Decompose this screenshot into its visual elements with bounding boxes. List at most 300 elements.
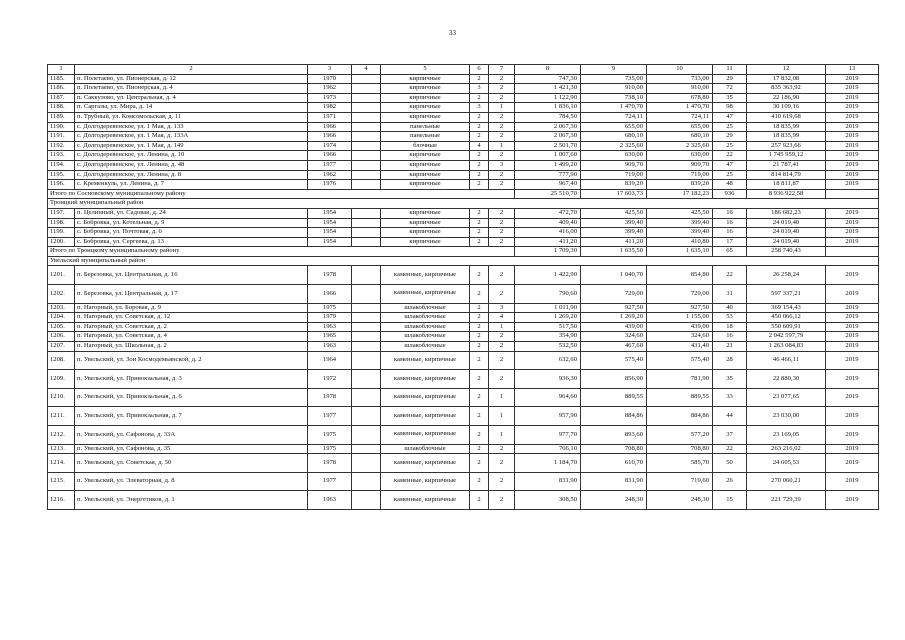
table-cell: 40: [713, 303, 747, 313]
table-cell: 1974: [308, 141, 352, 151]
table-cell: 257 923,66: [747, 141, 826, 151]
table-cell: 2: [470, 444, 489, 454]
table-cell: 1197.: [48, 208, 75, 218]
table-cell: 2: [489, 122, 515, 132]
table-cell: [826, 189, 879, 199]
table-cell: 1978: [308, 266, 352, 285]
table-cell: 258 740,43: [747, 247, 826, 257]
table-cell: [352, 132, 381, 142]
table-cell: 46 466,11: [747, 351, 826, 370]
table-cell: 2: [470, 332, 489, 342]
table-cell: 2019: [826, 322, 879, 332]
table-cell: 839,20: [581, 180, 647, 190]
table-cell: 24 019,40: [747, 237, 826, 247]
table-cell: 23 077,65: [747, 388, 826, 407]
table-cell: 2: [470, 170, 489, 180]
table-cell: 24 605,53: [747, 454, 826, 473]
table-row: [48, 454, 879, 473]
table-cell: 2019: [826, 84, 879, 94]
table-cell: 2: [489, 266, 515, 285]
table-cell: 15: [713, 491, 747, 510]
table-cell: кирпичные: [381, 170, 470, 180]
table-cell: 22: [713, 444, 747, 454]
table-cell: 719,00: [581, 170, 647, 180]
table-row: [48, 370, 879, 389]
table-cell: 2019: [826, 74, 879, 84]
table-cell: 1: [489, 103, 515, 113]
table-cell: 53: [713, 313, 747, 323]
table-row: [48, 342, 879, 352]
table-cell: п. Увельский, ул. Элеваторная, д. 8: [75, 472, 308, 491]
table-cell: 16: [713, 208, 747, 218]
table-row: [48, 266, 879, 285]
table-cell: 8: [515, 65, 581, 75]
table-cell: 1213.: [48, 444, 75, 454]
table-cell: 4: [489, 313, 515, 323]
table-cell: 1207.: [48, 342, 75, 352]
table-cell: п. Трубный, ул. Комсомольская, д. 11: [75, 112, 308, 122]
table-cell: 2: [489, 180, 515, 190]
table-cell: 2: [470, 351, 489, 370]
table-cell: 25: [713, 170, 747, 180]
table-cell: п. Березовка, ул. Центральная, д. 17: [75, 285, 308, 304]
table-row: [48, 472, 879, 491]
table-cell: 2: [470, 132, 489, 142]
table-row: [48, 351, 879, 370]
table-cell: 2019: [826, 103, 879, 113]
table-cell: [352, 285, 381, 304]
table-row: [48, 84, 879, 94]
table-cell: 927,50: [581, 303, 647, 313]
table-cell: 2019: [826, 218, 879, 228]
table-cell: 1201.: [48, 266, 75, 285]
table-cell: 1 011,90: [515, 303, 581, 313]
table-cell: 2: [470, 218, 489, 228]
table-cell: 1962: [308, 84, 352, 94]
table-cell: 1962: [308, 170, 352, 180]
table-cell: 790,60: [515, 285, 581, 304]
table-cell: 2: [470, 122, 489, 132]
table-cell: 23 030,00: [747, 407, 826, 426]
table-cell: 2: [489, 93, 515, 103]
table-cell: 1: [489, 322, 515, 332]
table-cell: [352, 103, 381, 113]
table-cell: каменные, кирпичные: [381, 407, 470, 426]
table-cell: [352, 266, 381, 285]
table-cell: 1216.: [48, 491, 75, 510]
table-cell: 1211.: [48, 407, 75, 426]
table-cell: 735,00: [581, 74, 647, 84]
table-cell: [352, 141, 381, 151]
table-row: [48, 303, 879, 313]
table-cell: 4: [470, 141, 489, 151]
table-cell: 1 122,90: [515, 93, 581, 103]
table-cell: 1963: [308, 322, 352, 332]
table-cell: 2: [470, 313, 489, 323]
subtotal-row: [48, 189, 879, 199]
table-cell: 2019: [826, 170, 879, 180]
table-cell: 17 182,23: [647, 189, 713, 199]
table-cell: 2: [489, 454, 515, 473]
table-cell: 324,60: [581, 332, 647, 342]
table-cell: 3: [470, 84, 489, 94]
table-cell: 2: [470, 151, 489, 161]
table-cell: 50: [713, 454, 747, 473]
table-cell: 550 609,91: [747, 322, 826, 332]
section-heading-row: [48, 199, 879, 209]
table-row: [48, 218, 879, 228]
table-cell: 2: [489, 332, 515, 342]
table-cell: 708,80: [647, 444, 713, 454]
table-cell: 1191.: [48, 132, 75, 142]
table-cell: 450 066,12: [747, 313, 826, 323]
table-cell: 29: [713, 74, 747, 84]
table-cell: 936,30: [515, 370, 581, 389]
table-cell: с. Кременкуль, ул. Ленина, д. 7: [75, 180, 308, 190]
table-cell: 47: [713, 112, 747, 122]
table-cell: шлакоблочные: [381, 322, 470, 332]
table-cell: 610,70: [581, 454, 647, 473]
table-cell: 2: [470, 93, 489, 103]
table-row: [48, 74, 879, 84]
table-cell: [352, 151, 381, 161]
table-cell: [352, 112, 381, 122]
table-cell: шлакоблочные: [381, 444, 470, 454]
table-cell: 467,60: [581, 342, 647, 352]
table-cell: 777,90: [515, 170, 581, 180]
table-cell: п. Березовка, ул. Центральная, д. 16: [75, 266, 308, 285]
table-row: [48, 426, 879, 445]
table-cell: 585,70: [647, 454, 713, 473]
table-cell: 16: [713, 218, 747, 228]
table-cell: 2019: [826, 285, 879, 304]
table-cell: 2: [489, 132, 515, 142]
table-cell: 2: [489, 444, 515, 454]
table-cell: 909,70: [581, 160, 647, 170]
table-row: [48, 332, 879, 342]
table-cell: [352, 444, 381, 454]
table-cell: 2 067,30: [515, 132, 581, 142]
table-cell: 8 936 922,58: [747, 189, 826, 199]
table-cell: 2 501,70: [515, 141, 581, 151]
table-cell: 1979: [308, 313, 352, 323]
table-cell: 2: [470, 454, 489, 473]
table-row: [48, 407, 879, 426]
table-cell: 1973: [308, 93, 352, 103]
table-cell: 747,30: [515, 74, 581, 84]
table-cell: 2: [489, 151, 515, 161]
table-cell: 1203.: [48, 303, 75, 313]
table-cell: с. Долгодеревенское, ул. Ленина, д. 8: [75, 170, 308, 180]
table-cell: 708,80: [581, 444, 647, 454]
table-cell: 29: [713, 132, 747, 142]
table-cell: 22: [713, 266, 747, 285]
table-cell: 16: [713, 228, 747, 238]
table-cell: 517,50: [515, 322, 581, 332]
table-cell: 2: [470, 491, 489, 510]
table-cell: 957,90: [515, 407, 581, 426]
table-cell: с. Долгодеревенское, ул. Ленина, д. 48: [75, 160, 308, 170]
table-cell: 2: [489, 170, 515, 180]
table-cell: 1963: [308, 491, 352, 510]
table-cell: 33: [713, 388, 747, 407]
table-cell: 632,60: [515, 351, 581, 370]
table-row: [48, 103, 879, 113]
table-cell: 411,20: [581, 237, 647, 247]
table-cell: кирпичные: [381, 151, 470, 161]
table-cell: 416,00: [515, 228, 581, 238]
table-cell: 1189.: [48, 112, 75, 122]
table-cell: 2019: [826, 444, 879, 454]
table-cell: п. Увельский, ул. Сафонова, д. 35: [75, 444, 308, 454]
table-cell: п. Нагорный, ул. Боровая, д. 9: [75, 303, 308, 313]
table-cell: 1977: [308, 407, 352, 426]
table-row: [48, 160, 879, 170]
table-cell: 2: [470, 370, 489, 389]
table-cell: 889,55: [581, 388, 647, 407]
subtotal-row: [48, 247, 879, 257]
table-cell: 37: [713, 426, 747, 445]
table-cell: 1204.: [48, 313, 75, 323]
table-cell: 854,80: [647, 266, 713, 285]
table-cell: 2: [489, 472, 515, 491]
table-cell: п. Нагорный, ул. Советская, д. 12: [75, 313, 308, 323]
table-cell: 2: [470, 472, 489, 491]
table-cell: 936: [713, 189, 747, 199]
table-cell: 680,10: [647, 132, 713, 142]
table-cell: каменные, кирпичные: [381, 426, 470, 445]
table-cell: 729,00: [647, 285, 713, 304]
table-cell: 23 169,05: [747, 426, 826, 445]
table-cell: 1 470,70: [647, 103, 713, 113]
table-cell: Итого по Сосновскому муниципальному району: [48, 189, 515, 199]
table-cell: каменные, кирпичные: [381, 285, 470, 304]
table-cell: с. Бобровка, ул. Котельная, д. 9: [75, 218, 308, 228]
table-cell: 2019: [826, 342, 879, 352]
table-cell: 439,00: [647, 322, 713, 332]
table-cell: 18 835,99: [747, 132, 826, 142]
table-cell: 1954: [308, 208, 352, 218]
table-cell: 65: [713, 247, 747, 257]
table-cell: 1 007,60: [515, 151, 581, 161]
table-cell: 270 060,21: [747, 472, 826, 491]
table-cell: 1 263 084,83: [747, 342, 826, 352]
table-cell: 13: [826, 65, 879, 75]
table-cell: п. Нагорный, ул. Советская, д. 2: [75, 322, 308, 332]
table-cell: 221 729,39: [747, 491, 826, 510]
table-cell: п. Целинный, ул. Садовая, д. 24: [75, 208, 308, 218]
table-cell: 24 019,40: [747, 228, 826, 238]
table-cell: 1194.: [48, 160, 75, 170]
table-cell: 784,50: [515, 112, 581, 122]
table-cell: [352, 208, 381, 218]
table-cell: 2: [489, 351, 515, 370]
table-cell: 2: [470, 388, 489, 407]
table-cell: 2019: [826, 112, 879, 122]
table-cell: кирпичные: [381, 160, 470, 170]
table-cell: 12: [747, 65, 826, 75]
table-cell: блочные: [381, 141, 470, 151]
table-cell: 2: [470, 303, 489, 313]
table-cell: 24 019,40: [747, 218, 826, 228]
section-heading-row: [48, 256, 879, 266]
table-cell: п. Увельский, ул. Энергетиков, д. 1: [75, 491, 308, 510]
table-cell: [352, 472, 381, 491]
table-cell: 472,70: [515, 208, 581, 218]
table-cell: 1200.: [48, 237, 75, 247]
table-cell: 2: [75, 65, 308, 75]
table-cell: п. Увельский, ул. Советская, д. 50: [75, 454, 308, 473]
table-cell: Троицкий муниципальный район: [48, 199, 879, 209]
table-cell: с. Долгодеревенское, ул. Ленина, д. 10: [75, 151, 308, 161]
table-cell: 1 421,30: [515, 84, 581, 94]
housing-register-table: [47, 64, 879, 510]
table-row: [48, 208, 879, 218]
table-cell: 2 067,30: [515, 122, 581, 132]
table-cell: 2: [489, 342, 515, 352]
table-cell: 2: [489, 237, 515, 247]
table-cell: 2019: [826, 151, 879, 161]
table-cell: 2019: [826, 303, 879, 313]
table-cell: 1 269,20: [515, 313, 581, 323]
table-cell: кирпичные: [381, 103, 470, 113]
table-cell: 2: [489, 218, 515, 228]
table-cell: [352, 342, 381, 352]
table-cell: 22 186,90: [747, 93, 826, 103]
table-row: [48, 237, 879, 247]
table-cell: 1966: [308, 285, 352, 304]
table-cell: п. Увельский, ул. Привокзальная, д. 6: [75, 388, 308, 407]
table-cell: п. Саккулово, ул. Центральная, д. 4: [75, 93, 308, 103]
table-cell: 18 835,99: [747, 122, 826, 132]
table-cell: 1966: [308, 132, 352, 142]
table-cell: 18 811,87: [747, 180, 826, 190]
table-cell: с. Бобровка, ул. Сергеева, д. 13: [75, 237, 308, 247]
table-cell: 2019: [826, 313, 879, 323]
table-cell: 2: [470, 322, 489, 332]
table-cell: кирпичные: [381, 237, 470, 247]
table-cell: 47: [713, 160, 747, 170]
table-cell: [352, 84, 381, 94]
table-row: [48, 122, 879, 132]
table-cell: 2: [470, 426, 489, 445]
table-cell: 431,40: [647, 342, 713, 352]
table-cell: [826, 247, 879, 257]
table-cell: 1 745 959,12: [747, 151, 826, 161]
table-cell: 1966: [308, 151, 352, 161]
table-cell: 399,40: [647, 228, 713, 238]
table-cell: 655,00: [647, 122, 713, 132]
table-cell: 25: [713, 141, 747, 151]
table-cell: 26: [713, 472, 747, 491]
table-cell: [352, 491, 381, 510]
table-cell: 2019: [826, 132, 879, 142]
table-row: [48, 491, 879, 510]
table-cell: 25 510,70: [515, 189, 581, 199]
table-cell: 1199.: [48, 228, 75, 238]
table-cell: 1977: [308, 160, 352, 170]
table-cell: 2019: [826, 407, 879, 426]
table-cell: 575,40: [647, 351, 713, 370]
table-cell: 1954: [308, 218, 352, 228]
table-cell: 2019: [826, 93, 879, 103]
table-cell: с. Долгодеревенское, ул. 1 Мая, д. 133: [75, 122, 308, 132]
table-cell: 2019: [826, 332, 879, 342]
table-cell: кирпичные: [381, 180, 470, 190]
table-cell: 1 836,10: [515, 103, 581, 113]
table-cell: 3: [308, 65, 352, 75]
table-cell: 2: [489, 285, 515, 304]
table-cell: 26 258,24: [747, 266, 826, 285]
table-cell: 425,50: [581, 208, 647, 218]
table-cell: 1196.: [48, 180, 75, 190]
table-cell: 835 363,92: [747, 84, 826, 94]
table-cell: 7: [489, 65, 515, 75]
table-cell: 1198.: [48, 218, 75, 228]
table-cell: 1 635,10: [647, 247, 713, 257]
table-cell: Итого по Троицкому муниципальному району: [48, 247, 515, 257]
table-cell: 1186.: [48, 84, 75, 94]
table-row: [48, 313, 879, 323]
table-cell: 22: [713, 151, 747, 161]
table-cell: 35: [713, 93, 747, 103]
table-cell: 719,60: [647, 472, 713, 491]
table-cell: каменные, кирпичные: [381, 351, 470, 370]
table-cell: [352, 303, 381, 313]
table-cell: 186 682,23: [747, 208, 826, 218]
table-cell: 1 709,30: [515, 247, 581, 257]
table-cell: [352, 160, 381, 170]
table-cell: 1193.: [48, 151, 75, 161]
table-row: [48, 141, 879, 151]
table-cell: 1205.: [48, 322, 75, 332]
table-cell: 2: [470, 407, 489, 426]
column-number-header: [48, 65, 879, 75]
table-cell: 839,20: [647, 180, 713, 190]
table-cell: [352, 122, 381, 132]
table-cell: 1978: [308, 454, 352, 473]
table-cell: 2: [489, 491, 515, 510]
table-cell: 1215.: [48, 472, 75, 491]
table-row: [48, 444, 879, 454]
table-cell: 831,90: [581, 472, 647, 491]
table-cell: 2: [470, 228, 489, 238]
table-cell: 2019: [826, 454, 879, 473]
table-cell: 411,20: [515, 237, 581, 247]
table-cell: 4: [352, 65, 381, 75]
table-cell: 2: [470, 266, 489, 285]
table-cell: 3: [470, 103, 489, 113]
table-cell: 10: [647, 65, 713, 75]
table-cell: кирпичные: [381, 112, 470, 122]
table-cell: кирпичные: [381, 218, 470, 228]
table-cell: 5: [381, 65, 470, 75]
table-cell: каменные, кирпичные: [381, 266, 470, 285]
table-cell: 738,10: [581, 93, 647, 103]
table-cell: [352, 322, 381, 332]
table-cell: 2019: [826, 228, 879, 238]
table-cell: 724,11: [647, 112, 713, 122]
table-cell: кирпичные: [381, 208, 470, 218]
table-cell: 1982: [308, 103, 352, 113]
table-cell: 18: [713, 322, 747, 332]
table-cell: [352, 218, 381, 228]
table-cell: [352, 454, 381, 473]
table-cell: 1192.: [48, 141, 75, 151]
table-row: [48, 388, 879, 407]
table-cell: 17: [713, 237, 747, 247]
table-cell: 1: [489, 141, 515, 151]
